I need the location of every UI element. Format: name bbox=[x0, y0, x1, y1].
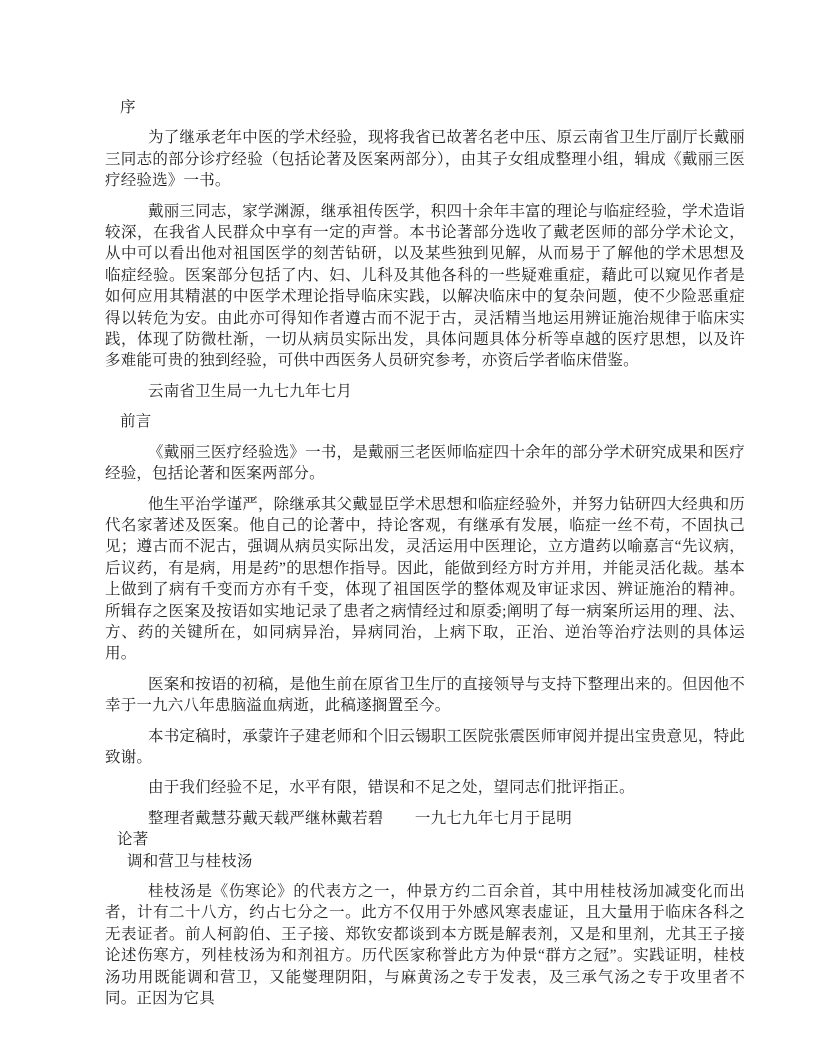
foreword-paragraph-3: 医案和按语的初稿，是他生前在原省卫生厅的直接领导与支持下整理出来的。但因他不幸于一九六八年患脑溢血病逝，此稿遂搁置至今。 bbox=[105, 675, 745, 715]
foreword-paragraph-2: 他生平治学谨严，除继承其父戴显臣学术思想和临症经验外，并努力钻研四大经典和历代名家著述及医案。他自己的论著中，持论客观，有继承有发展，临症一丝不苟，不固执己见；遵古而不泥古，强调从病员实际出发，灵活运用中医理论，立方遣药以喻嘉言“先议病，后议药，有是病，用是药”的思想作指导。因此，能做到经方时方并用，并能灵活化裁。基本上做到了病有千变而方亦有千变，体现了祖国医学的整体观及审证求因、辨证施治的精神。所辑存之医案及按语如实地记录了患者之病情经过和原委;阐明了每一病案所运用的理、法、方、药的关键所在，如同病异治，异病同治，上病下取，正治、逆治等治疗法则的具体运用。 bbox=[105, 495, 745, 663]
preface-signature-line: 云南省卫生局一九七九年七月 bbox=[148, 382, 353, 400]
foreword-paragraph-1: 《戴丽三医疗经验选》一书，是戴丽三老医师临症四十余年的部分学术研究成果和医疗经验，包括论著和医案两部分。 bbox=[105, 443, 745, 483]
preface-heading: 序 bbox=[120, 99, 136, 116]
article-paragraph-1: 桂枝汤是《伤寒论》的代表方之一，仲景方约二百余首，其中用桂枝汤加减变化而出者，计有二十八方，约占七分之一。此方不仅用于外感风寒表虚证，且大量用于临床各科之无表证者。前人柯韵伯、王子接、郑钦安都谈到本方既是解表剂，又是和里剂，尤其王子接论述伤寒方，列桂枝汤为和剂祖方。历代医家称誉此方为仲景“群方之冠”。实践证明，桂枝汤功用既能调和营卫，又能燮理阴阳，与麻黄汤之专于发表，及三承气汤之专于攻里者不同。正因为它具 bbox=[105, 883, 745, 1008]
foreword-paragraph-5: 由于我们经验不足，水平有限，错误和不足之处，望同志们批评指正。 bbox=[148, 779, 635, 797]
preface-paragraph-2: 戴丽三同志，家学渊源，继承祖传医学，积四十余年丰富的理论与临症经验，学术造诣较深，在我省人民群众中享有一定的声誉。本书论著部分选收了戴老医师的部分学术论文，从中可以看出他对祖国医学的刻苦钻研，以及某些独到见解，从而易于了解他的学术思想及临症经验。医案部分包括了内、妇、儿科及其他各科的一些疑难重症，藉此可以窥见作者是如何应用其精湛的中医学术理论指导临床实践，以解决临床中的复杂问题，使不少险恶重症得以转危为安。由此亦可得知作者遵古而不泥于古，灵活精当地运用辨证施治规律于临床实践，体现了防微杜渐，一切从病员实际出发，具体问题具体分析等卓越的医疗思想，以及许多难能可贵的独到经验，可供中西医务人员研究参考，亦资后学者临床借鉴。 bbox=[105, 202, 745, 370]
preface-paragraph-1: 为了继承老年中医的学术经验，现将我省已故著名老中压、原云南省卫生厅副厅长戴丽三同志的部分诊疗经验（包括论著及医案两部分），由其子女组成整理小组，辑成《戴丽三医疗经验选》一书。 bbox=[105, 129, 745, 190]
foreword-heading: 前言 bbox=[120, 413, 152, 431]
editors-signature-line: 整理者戴慧芬戴天载严继林戴若碧 一九七九年七月于昆明 bbox=[148, 809, 572, 827]
section-label-treatises: 论著 bbox=[117, 831, 149, 849]
article-title-guizhitang: 调和营卫与桂枝汤 bbox=[127, 852, 253, 870]
foreword-paragraph-4: 本书定稿时，承蒙许子建老师和个旧云锡职工医院张震医师审阅并提出宝贵意见，特此致谢。 bbox=[105, 727, 745, 766]
